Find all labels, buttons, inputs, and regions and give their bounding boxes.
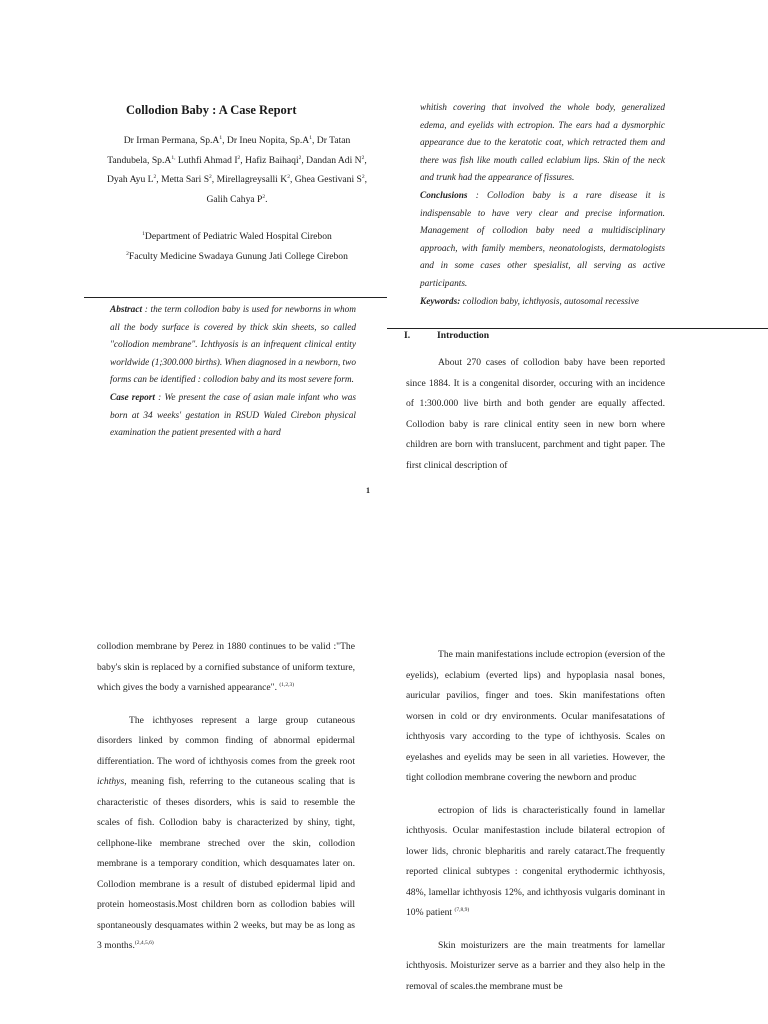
- page2-right-column: [406, 645, 665, 997]
- paragraph: collodion membrane by Perez in 1880 continues to be valid :"The baby's skin is replaced by a cornified substance of uniform texture, which gives the body a varnished appearance". $^{(1,2,3)}$: [97, 641, 355, 693]
- paragraph: Skin moisturizers are the main treatments for lamellar ichthyosis. Moisturizer serve as a barrier and they also help in the removal of scales.the membrane must be: [406, 939, 665, 992]
- affiliations: $^1$Department of Pediatric Waled Hospital Cirebon $^2$Faculty Medicine Swadaya Gunung Jati College Cirebon: [126, 231, 348, 262]
- section-title: Introduction: [437, 330, 490, 341]
- divider-left: [84, 297, 387, 298]
- abstract: Abstract : the term collodion baby is used for newborns in whom all the body surface is covered by thick skin sheets, so called "collodion membrane". Ichthyosis is an infrequent clinical entity worldwide (1;300.000 births). When diagnosed in a newborn, two forms can be identified : collodion baby and its most severe form. Case report : We present the case of asian male infant who was born at 34 weeks' gestation in RSUD Waled Cirebon physical examination the patient presented with a hard: [110, 305, 356, 439]
- paragraph: The main manifestations include ectropion (eversion of the eyelids), eclabium (everted lips) and hypoplasia nasal bones, auricular pavilios, finger and toes. Skin manifestations often worsen in cold or dry environments. Ocular manifesatations of ichthyosis vary according to the type of ichthyosis. Scales on eyelashes and eyelids may be seen in all varieties. However, the tight collodion membrane covering the newborn and produc: [406, 649, 665, 783]
- paper-title: Collodion Baby : A Case Report: [126, 103, 297, 117]
- introduction-paragraph: [406, 353, 665, 476]
- paragraph: The ichthyoses represent a large group cutaneous disorders linked by common finding of abnormal epidermal differentiation. The word of ichthyosis comes from the greek root ichthys, meaning fish, referring to the cutaneous scaling that is characteristic of theses disorders, whis is said to resemble the scales of fish. Collodion baby is characterized by shiny, tight, cellphone-like membrane streched over the skin, collodion membrane is a temporary condition, which desquamates later on. Collodion membrane is a result of distubed epidermal lipid and protein homeostasis.Most children born as collodion babies will spontaneously desquamates within 2 weeks, but may be as long as 3 months.$^{(2,4,5,6)}$: [97, 714, 355, 951]
- page2-left-column: [97, 637, 355, 957]
- divider-right: [387, 328, 768, 329]
- paragraph: ectropion of lids is characteristically found in lamellar ichthyosis. Ocular manifestastion include bilateral ectropion of lower lids, chronic blepharitis and rarely cataract.The frequently reported clinical subtypes : congenital erythodermic ichthyosis, 48%, lamellar ichthyosis 12%, and ichthyosis vulgaris dominant in 10% patient $^{(7,8,9)}$: [406, 804, 665, 918]
- section-number: I.: [404, 330, 411, 341]
- paragraph: About 270 cases of collodion baby have been reported since 1884. It is a congenital disorder, occuring with an incidence of 1:300.000 live birth and both gender are equally affected. Collodion baby is rare clinical entity seen in new born where children are born with translucent, parchment and tight paper. The first clinical description of: [406, 357, 665, 471]
- page-number: 1: [366, 486, 370, 495]
- abstract-continued: whitish covering that involved the whole body, generalized edema, and eyelids with ectropion. The ears had a dysmorphic appearance due to the keratotic coat, which retracted them and there was fish like mouth called eclabium lips. Skin of the neck and trunk had the appearance of fissures. Conclusions : Collodion baby is a rare disease it is indispensable to have very clear and precise information. Management of collodion baby need a multidisciplinary approach, with family members, neonatologists, dermatologists and in some cases other spesialist, all serving as active participants. Keywords: collodion baby, ichthyosis, autosomal recessive: [420, 103, 665, 307]
- author-list: Dr Irman Permana, $Sp.A^1$, Dr Ineu Nopita, $Sp.A^1$, Dr Tatan Tandubela, $Sp.A^{1,}$ Luthfi Ahmad $I^2$, Hafiz Baihaqi$^2$, Dandan Adi $N^2$, Dyah Ayu $L^2$, Metta Sari $S^2$, Mirellagreysalli $K^2$, Ghea Gestivani $S^2$, Galih Cahya $P^2$.: [106, 135, 368, 206]
- section-heading-introduction: [404, 330, 489, 341]
